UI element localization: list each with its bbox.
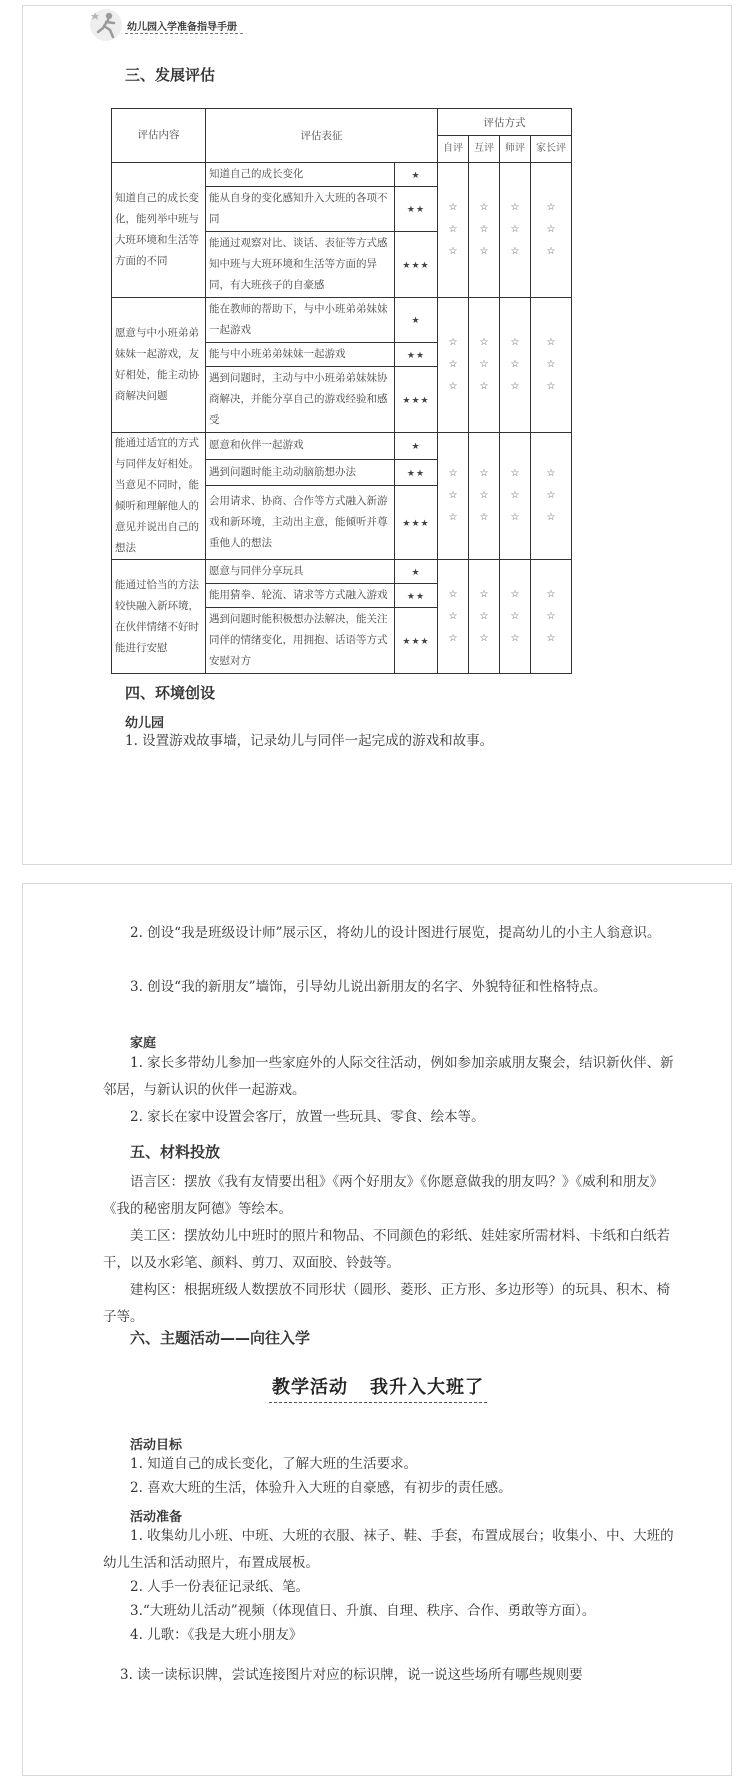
- empty-star-icon[interactable]: ☆: [510, 224, 520, 235]
- parent-rating-cell[interactable]: [531, 163, 572, 298]
- star-level-icon: ★: [411, 316, 421, 326]
- teacher-rating-cell[interactable]: [500, 163, 531, 298]
- goal-title: 活动目标: [130, 1438, 183, 1453]
- section-5-title: 五、材料投放: [130, 1143, 221, 1161]
- empty-star-icon[interactable]: ☆: [479, 337, 489, 348]
- star-level-icon: ★★★: [402, 636, 430, 647]
- empty-star-icon[interactable]: ☆: [448, 512, 458, 523]
- empty-star-icon[interactable]: ☆: [510, 202, 520, 213]
- empty-star-icon[interactable]: ☆: [448, 246, 458, 257]
- teacher-rating-cell[interactable]: [500, 560, 531, 674]
- parent-rating-cell[interactable]: [531, 433, 572, 560]
- evaluation-content-cell: 知道自己的成长变化，能列举中班与大班环境和生活等方面的不同: [112, 163, 206, 298]
- empty-star-icon[interactable]: ☆: [546, 246, 556, 257]
- star-level-icon: ★★★: [402, 260, 430, 271]
- empty-star-icon[interactable]: ☆: [510, 468, 520, 479]
- star-level-icon: ★★: [406, 205, 426, 215]
- evaluation-desc-cell: 愿意与同伴分享玩具: [206, 560, 395, 584]
- evaluation-desc-cell: 遇到问题时能积极想办法解决，能关注同伴的情绪变化，用拥抱、话语等方式安慰对方: [206, 608, 395, 674]
- table-row: [112, 560, 572, 584]
- evaluation-desc-cell: 知道自己的成长变化: [206, 163, 395, 187]
- header-evaluation-method: 评估方式: [438, 109, 572, 136]
- teacher-rating-cell[interactable]: [500, 298, 531, 433]
- empty-star-icon[interactable]: ☆: [510, 381, 520, 392]
- star-level-icon: ★: [411, 170, 421, 181]
- evaluation-content-cell: 愿意与中小班弟弟妹妹一起游戏，友好相处，能主动协商解决问题: [112, 298, 206, 433]
- star-level-cell: [395, 343, 438, 367]
- empty-star-icon[interactable]: ☆: [448, 381, 458, 392]
- empty-star-icon[interactable]: ☆: [510, 246, 520, 257]
- family-title: 家庭: [130, 1036, 157, 1051]
- star-level-cell: [395, 560, 438, 584]
- header-evaluation-content: 评估内容: [112, 109, 206, 163]
- prep-title: 活动准备: [130, 1510, 183, 1525]
- bottom-cut-text: 3. 读一读标识牌，尝试连接图片对应的标识牌，说一说这些场所有哪些规则要: [120, 1667, 583, 1683]
- empty-star-icon[interactable]: ☆: [510, 359, 520, 370]
- art-area-text: 美工区：摆放幼儿中班时的照片和物品、不同颜色的彩纸、娃娃家所需材料、卡纸和白纸若干，以及水彩笔、颜料、剪刀、双面胶、铃鼓等。: [103, 1228, 670, 1271]
- empty-star-icon[interactable]: ☆: [510, 512, 520, 523]
- empty-star-icon[interactable]: ☆: [479, 359, 489, 370]
- evaluation-desc-cell: 遇到问题时能主动动脑筋想办法: [206, 459, 395, 486]
- table-row: [112, 163, 572, 187]
- empty-star-icon[interactable]: ☆: [479, 202, 489, 213]
- star-level-icon: ★: [411, 567, 421, 578]
- empty-star-icon[interactable]: ☆: [448, 588, 458, 600]
- environment-item-1: 1. 设置游戏故事墙，记录幼儿与同伴一起完成的游戏和故事。: [125, 733, 494, 749]
- build-area-text: 建构区：根据班级人数摆放不同形状（圆形、菱形、正方形、多边形等）的玩具、积木、椅子等。: [103, 1282, 670, 1325]
- empty-star-icon[interactable]: ☆: [546, 224, 556, 235]
- header-underline: [125, 33, 243, 34]
- parent-rating-cell[interactable]: [531, 560, 572, 674]
- environment-item-3: 3. 创设“我的新朋友”墙饰，引导幼儿说出新朋友的名字、外貌特征和性格特点。: [130, 979, 607, 995]
- star-level-icon: ★★★: [402, 518, 430, 529]
- table-row: [112, 433, 572, 460]
- empty-star-icon[interactable]: ☆: [448, 359, 458, 370]
- star-level-icon: ★: [411, 441, 421, 452]
- evaluation-desc-cell: 会用请求、协商、合作等方式融入新游戏和新环境，主动出主意，能倾听并尊重他人的想法: [206, 486, 395, 560]
- self-rating-cell[interactable]: [438, 560, 469, 674]
- empty-star-icon[interactable]: ☆: [448, 490, 458, 501]
- star-level-cell: [395, 187, 438, 232]
- self-rating-cell[interactable]: [438, 298, 469, 433]
- table-header-row: [112, 109, 572, 136]
- star-level-cell: [395, 163, 438, 187]
- empty-star-icon[interactable]: ☆: [479, 588, 489, 600]
- empty-star-icon[interactable]: ☆: [448, 337, 458, 348]
- empty-star-icon[interactable]: ☆: [479, 610, 489, 622]
- empty-star-icon[interactable]: ☆: [546, 359, 556, 370]
- goal-item-2: 2. 喜欢大班的生活，体验升入大班的自豪感，有初步的责任感。: [130, 1480, 512, 1496]
- section-4-title: 四、环境创设: [125, 684, 216, 702]
- activity-heading: [23, 1373, 733, 1399]
- empty-star-icon[interactable]: ☆: [510, 632, 520, 644]
- star-level-icon: ★★★: [402, 395, 430, 406]
- star-level-icon: ★★: [406, 350, 426, 361]
- empty-star-icon[interactable]: ☆: [479, 512, 489, 523]
- self-rating-cell[interactable]: [438, 433, 469, 560]
- evaluation-desc-cell: 能与中小班弟弟妹妹一起游戏: [206, 343, 395, 367]
- empty-star-icon[interactable]: ☆: [448, 224, 458, 235]
- page-2: [22, 883, 732, 1776]
- empty-star-icon[interactable]: ☆: [448, 610, 458, 622]
- empty-star-icon[interactable]: ☆: [546, 610, 556, 622]
- empty-star-icon[interactable]: ☆: [546, 381, 556, 392]
- empty-star-icon[interactable]: ☆: [479, 490, 489, 501]
- evaluation-content-cell: 能通过恰当的方法较快融入新环境，在伙伴情绪不好时能进行安慰: [112, 560, 206, 674]
- table-row: [112, 298, 572, 343]
- activity-label: 教学活动: [272, 1377, 348, 1398]
- evaluation-desc-cell: 能在教师的帮助下，与中小班弟弟妹妹一起游戏: [206, 298, 395, 343]
- empty-star-icon[interactable]: ☆: [479, 224, 489, 235]
- evaluation-table: [111, 108, 572, 674]
- peer-rating-cell[interactable]: [469, 560, 500, 674]
- section-3-title: 三、发展评估: [125, 66, 216, 84]
- evaluation-desc-cell: 能通过观察对比、谈话、表征等方式感知中班与大班环境和生活等方面的异同，有大班孩子的自豪感: [206, 232, 395, 298]
- evaluation-content-cell: 能通过适宜的方式与同伴友好相处。当意见不同时，能倾听和理解他人的意见并说出自己的想法: [112, 433, 206, 560]
- star-level-cell: [395, 459, 438, 486]
- star-level-cell: [395, 486, 438, 560]
- empty-star-icon[interactable]: ☆: [510, 337, 520, 348]
- running-child-logo-icon: [89, 8, 123, 42]
- header-self-eval: 自评: [438, 136, 469, 163]
- prep-item-1: 1. 收集幼儿小班、中班、大班的衣服、袜子、鞋、手套，布置成展台；收集小、中、大班的幼儿生活和活动照片，布置成展板。: [103, 1528, 674, 1571]
- evaluation-desc-cell: 能用猜拳、轮流、请求等方式融入游戏: [206, 584, 395, 608]
- star-level-icon: ★★: [406, 468, 426, 479]
- star-level-cell: [395, 367, 438, 433]
- activity-underline: [269, 1402, 487, 1403]
- empty-star-icon[interactable]: ☆: [546, 202, 556, 213]
- empty-star-icon[interactable]: ☆: [479, 246, 489, 257]
- empty-star-icon[interactable]: ☆: [448, 202, 458, 213]
- empty-star-icon[interactable]: ☆: [546, 632, 556, 644]
- empty-star-icon[interactable]: ☆: [479, 468, 489, 479]
- prep-item-4: 4. 儿歌：《我是大班小朋友》: [130, 1627, 303, 1643]
- environment-item-2: 2. 创设“我是班级设计师”展示区，将幼儿的设计图进行展览，提高幼儿的小主人翁意识。: [130, 925, 661, 941]
- star-level-cell: [395, 298, 438, 343]
- empty-star-icon[interactable]: ☆: [546, 490, 556, 501]
- star-level-icon: ★★: [406, 591, 426, 602]
- kindergarten-title: 幼儿园: [125, 716, 165, 731]
- empty-star-icon[interactable]: ☆: [510, 610, 520, 622]
- header-teacher-eval: 师评: [500, 136, 531, 163]
- empty-star-icon[interactable]: ☆: [479, 632, 489, 644]
- empty-star-icon[interactable]: ☆: [510, 588, 520, 600]
- empty-star-icon[interactable]: ☆: [448, 632, 458, 644]
- header-peer-eval: 互评: [469, 136, 500, 163]
- family-item-2: 2. 家长在家中设置会客厅，放置一些玩具、零食、绘本等。: [130, 1109, 485, 1125]
- section-6-title: 六、主题活动——向往入学: [130, 1329, 311, 1347]
- parent-rating-cell[interactable]: [531, 298, 572, 433]
- empty-star-icon[interactable]: ☆: [546, 588, 556, 600]
- star-level-cell: [395, 232, 438, 298]
- evaluation-desc-cell: 愿意和伙伴一起游戏: [206, 433, 395, 460]
- peer-rating-cell[interactable]: [469, 163, 500, 298]
- star-level-cell: [395, 584, 438, 608]
- empty-star-icon[interactable]: ☆: [546, 337, 556, 348]
- activity-name: 我升入大班了: [370, 1377, 484, 1398]
- star-level-cell: [395, 608, 438, 674]
- peer-rating-cell[interactable]: [469, 298, 500, 433]
- empty-star-icon[interactable]: ☆: [448, 468, 458, 479]
- header-parent-eval: 家长评: [531, 136, 572, 163]
- table-body: [112, 163, 572, 674]
- empty-star-icon[interactable]: ☆: [546, 468, 556, 479]
- prep-item-3: 3.“大班幼儿活动”视频（体现值日、升旗、自理、秩序、合作、勇敢等方面）。: [130, 1603, 596, 1619]
- page-1: [22, 5, 732, 865]
- empty-star-icon[interactable]: ☆: [479, 381, 489, 392]
- language-area-text: 语言区：摆放《我有友情要出租》《两个好朋友》《你愿意做我的朋友吗？》《威利和朋友》《我的秘密朋友阿德》等绘本。: [103, 1174, 664, 1217]
- family-item-1: 1. 家长多带幼儿参加一些家庭外的人际交往活动，例如参加亲戚朋友聚会，结识新伙伴、新邻居，与新认识的伙伴一起游戏。: [103, 1055, 674, 1098]
- header-title: 幼儿园入学准备指导手册: [127, 22, 237, 33]
- header-evaluation-desc: 评估表征: [206, 109, 438, 163]
- evaluation-desc-cell: 能从自身的变化感知升入大班的各项不同: [206, 187, 395, 232]
- empty-star-icon[interactable]: ☆: [546, 512, 556, 523]
- empty-star-icon[interactable]: ☆: [510, 490, 520, 501]
- evaluation-desc-cell: 遇到问题时，主动与中小班弟弟妹妹协商解决，并能分享自己的游戏经验和感受: [206, 367, 395, 433]
- self-rating-cell[interactable]: [438, 163, 469, 298]
- prep-item-2: 2. 人手一份表征记录纸、笔。: [130, 1579, 310, 1595]
- teacher-rating-cell[interactable]: [500, 433, 531, 560]
- star-level-cell: [395, 433, 438, 460]
- peer-rating-cell[interactable]: [469, 433, 500, 560]
- goal-item-1: 1. 知道自己的成长变化，了解大班的生活要求。: [130, 1456, 418, 1472]
